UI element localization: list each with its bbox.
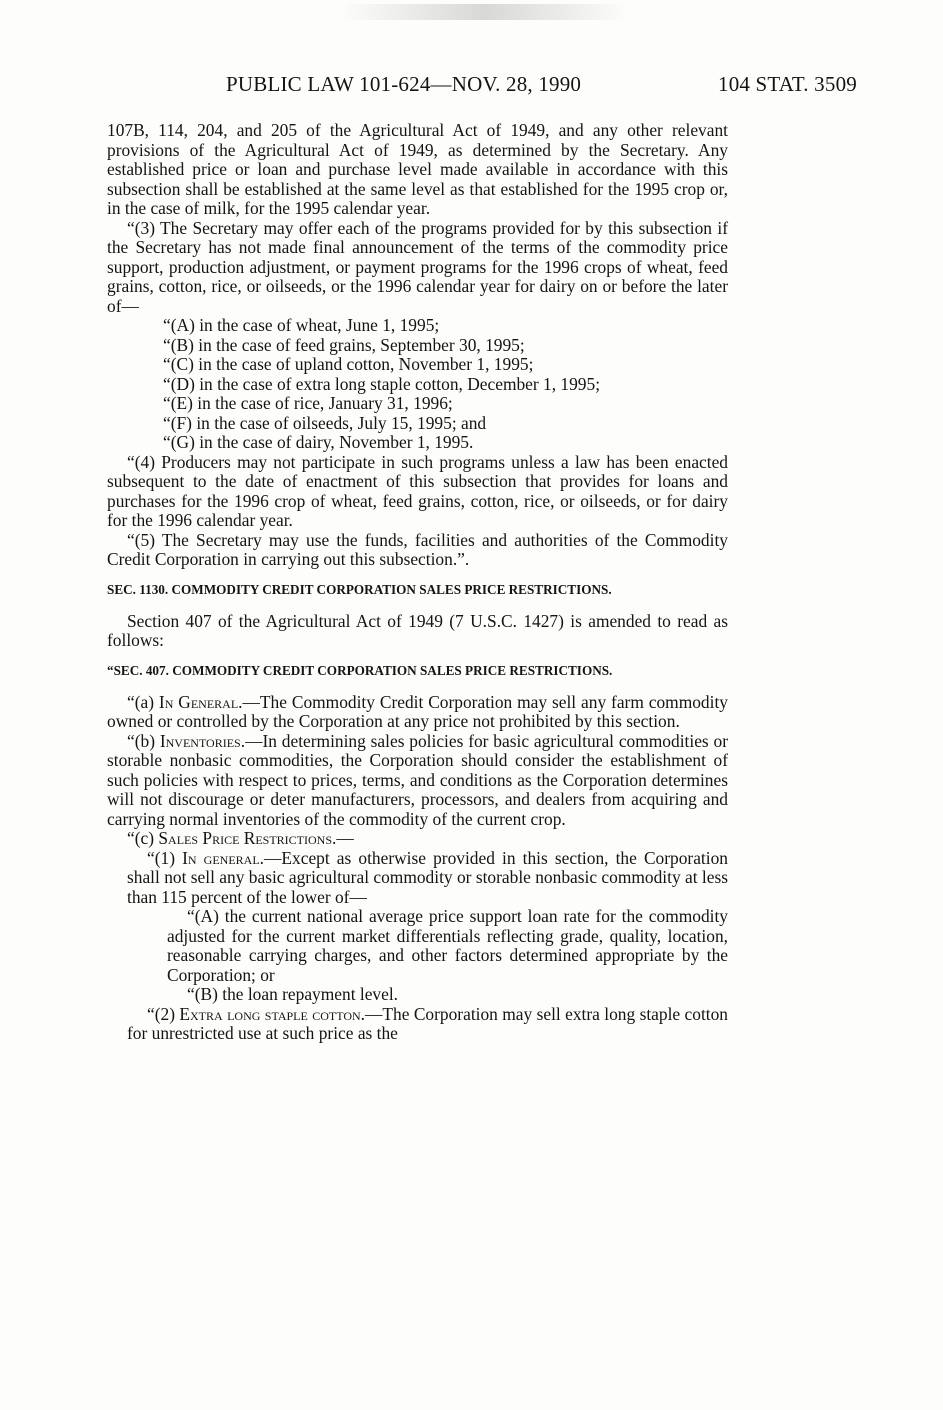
section-407-heading: “SEC. 407. COMMODITY CREDIT CORPORATION SALES PRICE RESTRICTIONS.	[107, 662, 613, 678]
scan-smudge	[340, 4, 630, 20]
list-item: “(G) in the case of dairy, November 1, 1995.	[163, 432, 474, 452]
deadline-list	[107, 316, 728, 453]
paragraph-c2: “(2) Extra long staple cotton.—The Corporation may sell extra long staple cotton for unrestricted use at such price as the	[127, 1003, 728, 1043]
paragraph-c1: “(1) In general.—Except as otherwise provided in this section, the Corporation shall not sell any basic agricultural commodity or storable nonbasic commodity at less than 115 percent of the lower of—	[127, 847, 728, 907]
list-item: “(E) in the case of rice, January 31, 1996;	[163, 393, 453, 413]
subsection-a: “(a) In General.—The Commodity Credit Corporation may sell any farm commodity owned or controlled by the Corporation at any price not prohibited by this section.	[107, 691, 728, 731]
subsection-c: “(c) Sales Price Restrictions.—	[127, 828, 354, 848]
running-header-title: PUBLIC LAW 101-624—NOV. 28, 1990	[226, 72, 582, 96]
list-item: “(B) in the case of feed grains, September 30, 1995;	[163, 334, 525, 355]
paragraph-5: “(5) The Secretary may use the funds, facilities and authorities of the Commodity Credit Corporation in carrying out this subsection.”.	[107, 529, 728, 569]
subparagraph-B: “(B) the loan repayment level.	[187, 984, 399, 1004]
paragraph-continuation: 107B, 114, 204, and 205 of the Agricultural Act of 1949, and any other relevant provisions of the Agricultural Act of 1949, as determined by the Secretary. Any established price or loan and purchase level made available in accordance with this subsection shall be established at the same level as that established for the 1995 crop or, in the case of milk, for the 1995 calendar year.	[107, 120, 728, 218]
list-item: “(D) in the case of extra long staple cotton, December 1, 1995;	[163, 373, 601, 394]
subparagraph-A: “(A) the current national average price support loan rate for the commodity adjusted for the current market differentials reflecting grade, quality, location, reasonable carrying charges, and other factors determined appropriate by the Corporation; or	[167, 906, 728, 985]
subsection-c-title: Sales Price Restrictions.	[158, 828, 337, 848]
paragraph-4: “(4) Producers may not participate in such programs unless a law has been enacted subsequent to the date of enactment of this subsection that provides for loans and purchases for the 1996 crop of wheat, feed grains, cotton, rice, or oilseeds, or for dairy for the 1996 calendar year.	[107, 451, 728, 530]
paragraph-3: “(3) The Secretary may offer each of the programs provided for by this subsection if the Secretary has not made final announcement of the terms of the commodity price support, production adjustment, or payment programs for the 1996 crops of wheat, feed grains, cotton, rice, or oilseeds, or the 1996 calendar year for dairy on or before the later of—	[107, 217, 728, 316]
section-1130-heading: SEC. 1130. COMMODITY CREDIT CORPORATION SALES PRICE RESTRICTIONS.	[107, 581, 612, 597]
list-item: “(A) in the case of wheat, June 1, 1995;	[163, 315, 440, 335]
document-body	[107, 121, 728, 1044]
paragraph-c2-title: Extra long staple cotton.	[179, 1003, 366, 1024]
section-1130-text: Section 407 of the Agricultural Act of 1949 (7 U.S.C. 1427) is amended to read as follows:	[107, 610, 728, 650]
subsection-b: “(b) Inventories.—In determining sales policies for basic agricultural commodities or storable nonbasic commodities, the Corporation should consider the establishment of such policies with respect to prices, terms, and conditions as the Corporation determines will not discourage or deter manufacturers, processors, and dealers from acquiring and carrying normal inventories of the commodity of the current crop.	[107, 730, 728, 829]
list-item: “(F) in the case of oilseeds, July 15, 1995; and	[163, 412, 487, 433]
list-item: “(C) in the case of upland cotton, November 1, 1995;	[163, 354, 534, 374]
subsection-b-title: Inventories.	[159, 730, 246, 751]
subsection-a-title: In General.	[158, 691, 243, 712]
paragraph-c1-title: In general.	[182, 847, 265, 868]
page-citation: 104 STAT. 3509	[718, 72, 857, 96]
